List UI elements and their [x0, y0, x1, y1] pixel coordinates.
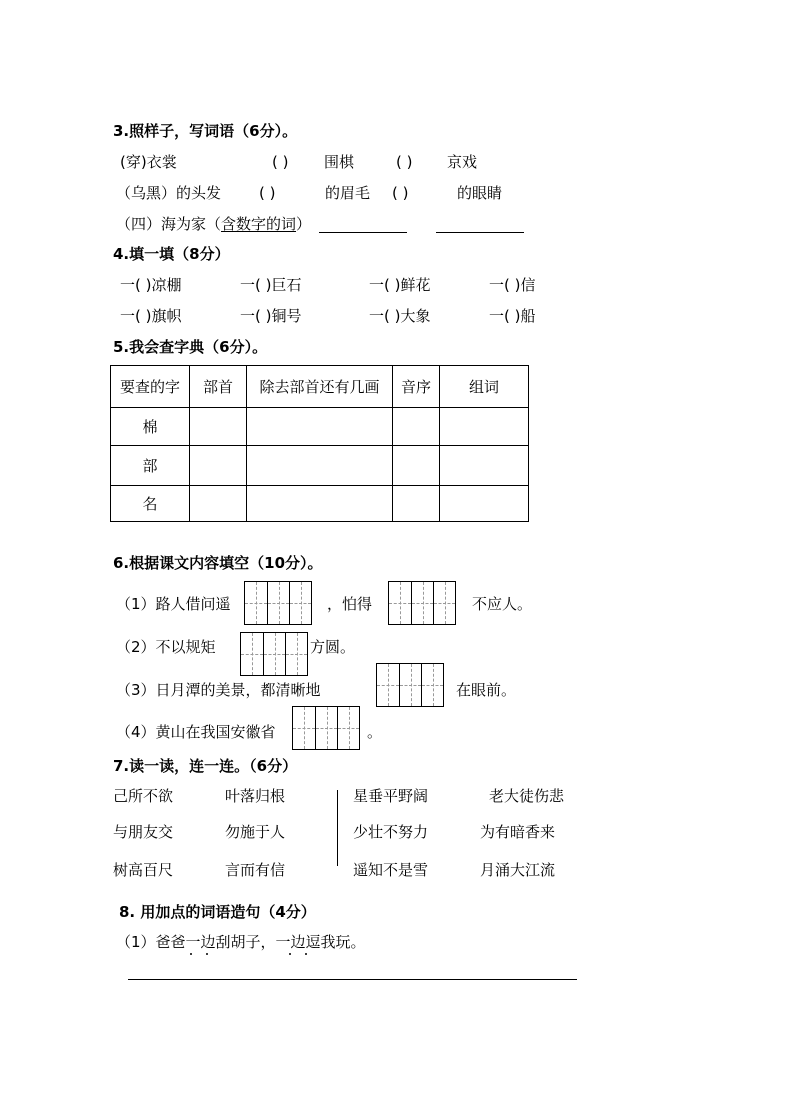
q4-item[interactable]: 一( )船	[489, 307, 536, 325]
q7-phrase[interactable]: 叶落归根	[225, 787, 286, 805]
q6-line1-b: ，怕得	[327, 595, 373, 613]
table-cell[interactable]	[247, 408, 393, 446]
table-char: 棉	[111, 408, 190, 446]
q3-word-1: 围棋	[324, 153, 355, 171]
q3-blank-1[interactable]: ( )	[272, 153, 289, 171]
q8-title: 8. 用加点的词语造句（4分）	[119, 903, 316, 921]
table-cell[interactable]	[393, 408, 440, 446]
q7-phrase[interactable]: 星垂平野阔	[353, 787, 429, 805]
q4-item[interactable]: 一( )旗帜	[120, 307, 182, 325]
q7-phrase[interactable]: 月涌大江流	[480, 861, 556, 879]
q6-line4-a: （4）黄山在我国安徽省	[116, 723, 276, 741]
table-cell[interactable]	[190, 446, 247, 486]
q3-blank-2[interactable]: ( )	[396, 153, 413, 171]
table-char: 部	[111, 446, 190, 486]
q6-line1-c: 不应人。	[472, 595, 533, 613]
table-header: 组词	[440, 366, 529, 408]
q6-line4-b: 。	[367, 723, 383, 741]
q4-item[interactable]: 一( )凉棚	[120, 276, 182, 294]
dictionary-table	[110, 365, 529, 522]
q4-item[interactable]: 一( )大象	[369, 307, 431, 325]
q3-example: (穿)衣裳	[120, 153, 177, 171]
table-cell[interactable]	[247, 446, 393, 486]
q3-hint: 含数字的词	[221, 215, 297, 233]
table-header: 音序	[393, 366, 440, 408]
q7-phrase[interactable]: 遥知不是雪	[353, 861, 429, 879]
q3-word-2: 京戏	[447, 153, 478, 171]
table-header: 要查的字	[111, 366, 190, 408]
table-cell[interactable]	[440, 446, 529, 486]
q4-item[interactable]: 一( )信	[489, 276, 536, 294]
q7-title: 7.读一读，连一连。（6分）	[113, 757, 298, 775]
table-cell[interactable]	[190, 408, 247, 446]
q7-phrase[interactable]: 言而有信	[225, 861, 286, 879]
q7-phrase[interactable]: 树高百尺	[113, 861, 174, 879]
emphasis-dot	[190, 953, 192, 955]
table-header: 除去部首还有几画	[247, 366, 393, 408]
emphasis-dot	[206, 953, 208, 955]
q4-item[interactable]: 一( )巨石	[240, 276, 302, 294]
q3-title: 3.照样子，写词语（6分）。	[113, 122, 298, 140]
q7-phrase[interactable]: 与朋友交	[113, 823, 174, 841]
q7-phrase[interactable]: 少壮不努力	[353, 823, 429, 841]
q6-title: 6.根据课文内容填空（10分）。	[113, 554, 323, 572]
q6-line3-a: （3）日月潭的美景，都清晰地	[116, 681, 321, 699]
q3-blank-4[interactable]: ( )	[392, 184, 409, 202]
q8-answer-line[interactable]	[128, 979, 577, 980]
emphasis-dot	[289, 953, 291, 955]
q5-title: 5.我会查字典（6分）。	[113, 338, 268, 356]
tianzige-box[interactable]	[292, 706, 360, 750]
q7-phrase[interactable]: 己所不欲	[113, 787, 174, 805]
column-divider	[337, 790, 338, 866]
q3-word-4: 的眼睛	[457, 184, 503, 202]
table-cell[interactable]	[440, 486, 529, 522]
q6-line3-b: 在眼前。	[456, 681, 517, 699]
tianzige-box[interactable]	[244, 581, 312, 625]
tianzige-box[interactable]	[240, 632, 308, 676]
table-cell[interactable]	[247, 486, 393, 522]
q3-example-2: （乌黑）的头发	[116, 184, 222, 202]
q4-title: 4.填一填（8分）	[113, 245, 230, 263]
emphasis-dot	[305, 953, 307, 955]
q4-item[interactable]: 一( )鲜花	[369, 276, 431, 294]
q7-phrase[interactable]: 老大徒伤悲	[489, 787, 565, 805]
q4-item[interactable]: 一( )铜号	[240, 307, 302, 325]
q3-word-3: 的眉毛	[325, 184, 371, 202]
table-char: 名	[111, 486, 190, 522]
table-header: 部首	[190, 366, 247, 408]
q7-phrase[interactable]: 为有暗香来	[480, 823, 556, 841]
q7-phrase[interactable]: 勿施于人	[225, 823, 286, 841]
q3-blank-3[interactable]: ( )	[259, 184, 276, 202]
table-cell[interactable]	[440, 408, 529, 446]
tianzige-box[interactable]	[388, 581, 456, 625]
q6-line2-b: 方圆。	[310, 638, 356, 656]
q8-sentence: （1）爸爸一边刮胡子，一边逗我玩。	[116, 933, 366, 951]
table-cell[interactable]	[190, 486, 247, 522]
q3-answer-line-2[interactable]	[436, 232, 524, 233]
tianzige-box[interactable]	[376, 663, 444, 707]
q6-line2-a: （2）不以规矩	[116, 638, 216, 656]
table-cell[interactable]	[393, 446, 440, 486]
q3-answer-line-1[interactable]	[319, 232, 407, 233]
table-cell[interactable]	[393, 486, 440, 522]
q6-line1-a: （1）路人借问遥	[116, 595, 231, 613]
q3-example-3: （四）海为家（含数字的词）	[116, 215, 312, 233]
